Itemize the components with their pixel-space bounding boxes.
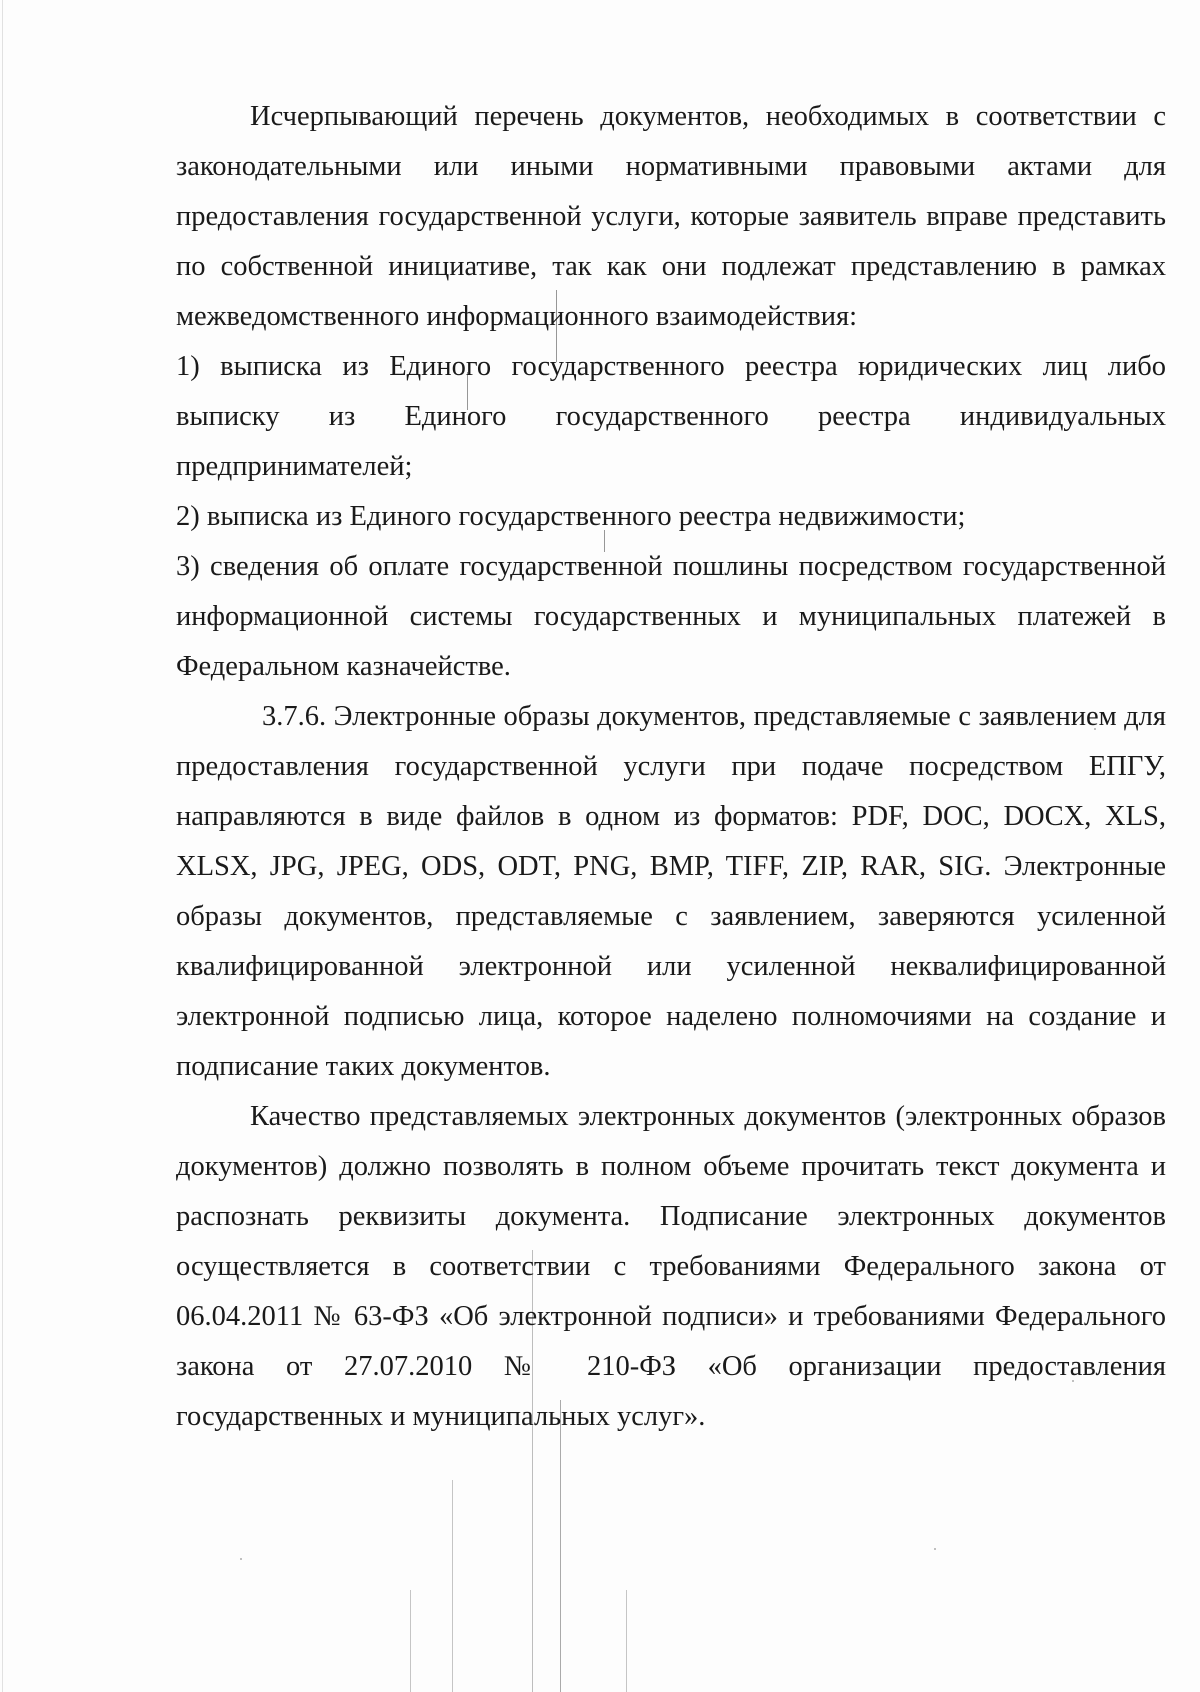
paragraph-quality: Качество представляемых электронных документов (электронных образов документов) должно позволять в полном объеме прочитать текст документа и распознать реквизиты документа. Подписание электронных документов осуществляется в соответствии с требованиями Федерального закона от 06.04.2011 № 63-ФЗ «Об электронной подписи» и требованиями Федерального закона от 27.07.2010 № 210-ФЗ «Об организации предоставления государственных и муниципальных услуг». [176,1101,1166,1432]
scan-speck [240,1558,242,1560]
paragraph-section-3-7-6: 3.7.6. Электронные образы документов, представляемые с заявлением для предоставления государственной услуги при подаче посредством ЕПГУ, направляются в виде файлов в одном из форматов: PDF, DOC, DOCX, XLS, XLSX, JPG, JPEG, ODS, ODT, PNG, BMP, TIFF, ZIP, RAR, SIG. Электронные образы документов, представляемые с заявлением, заверяются усиленной квалифицированной электронной или усиленной неквалифицированной электронной подписью лица, которое наделено полномочиями на создание и подписание таких документов. [176,701,1166,1082]
list-item-2: 2) выписка из Единого государственного реестра недвижимости; [176,501,966,532]
scan-artifact-line [452,1480,453,1692]
scan-artifact-line [2,0,3,1692]
list-item-1: 1) выписка из Единого государственного реестра юридических лиц либо выписку из Единого государственного реестра индивидуальных предпринимателей; [176,351,1166,482]
document-body [176,92,1166,1442]
paragraph-intro: Исчерпывающий перечень документов, необходимых в соответствии с законодательными или иными нормативными правовыми актами для предоставления государственной услуги, которые заявитель вправе представить по собственной инициативе, так как они подлежат представлению в рамках межведомственного информационного взаимодействия: [176,101,1166,332]
list-item-3: 3) сведения об оплате государственной пошлины посредством государственной информационной системы государственных и муниципальных платежей в Федеральном казначействе. [176,551,1166,682]
scan-artifact-line [626,1590,627,1692]
scan-speck [934,1548,936,1550]
scan-artifact-line [410,1590,411,1692]
scan-artifact-line [560,1400,561,1692]
